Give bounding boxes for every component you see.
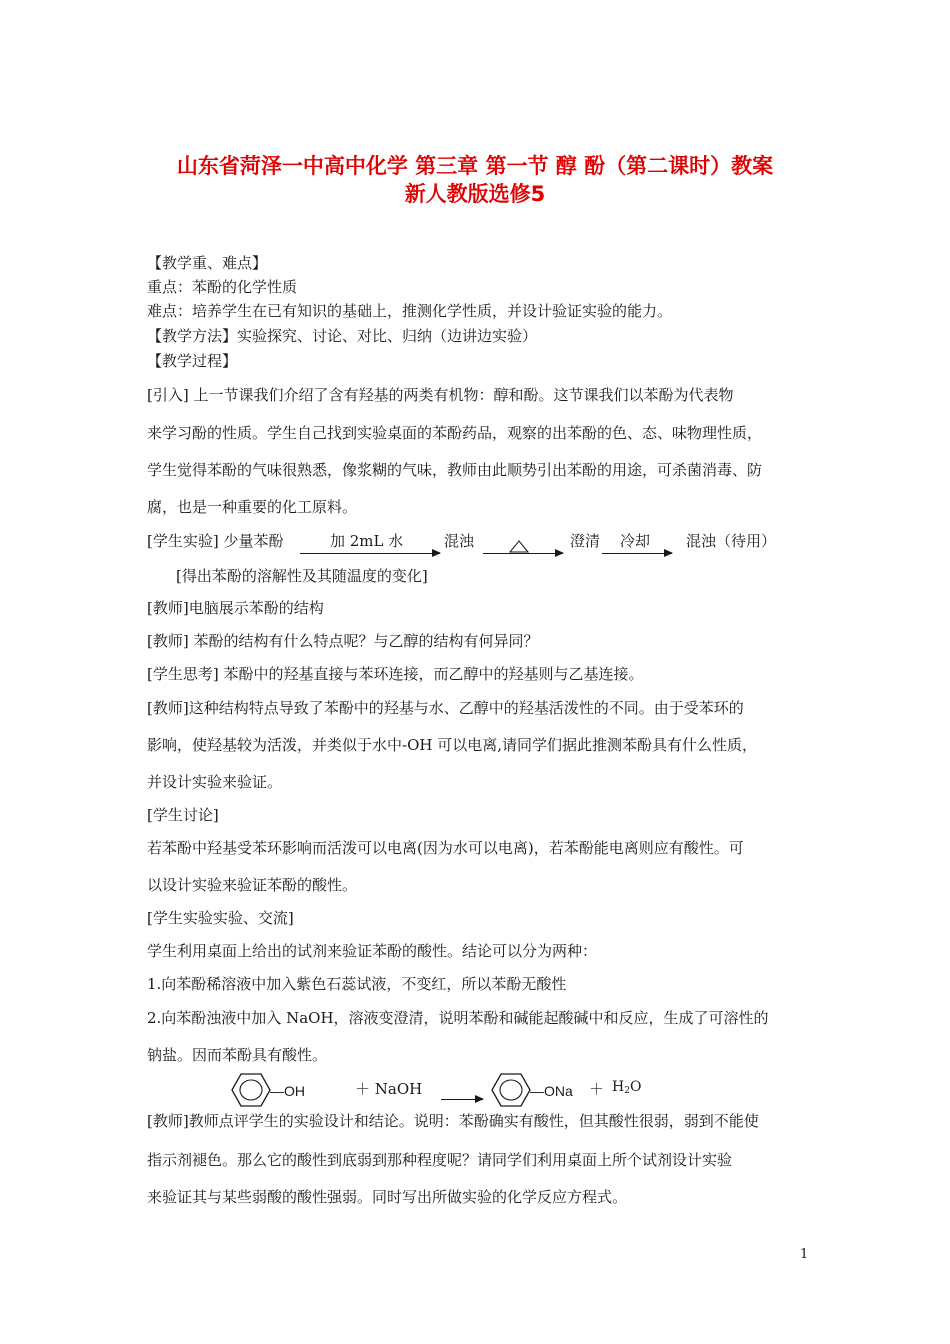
student-discussion-label: [学生讨论] [147,806,219,824]
experiment-label: [学生实验] 少量苯酚 [147,532,284,550]
water-subscript: 2 [624,1086,630,1096]
intro-paragraph-line: 腐，也是一种重要的化工原料。 [147,498,358,516]
paragraph-line: 学生利用桌面上给出的试剂来验证苯酚的酸性。结论可以分为两种： [147,942,598,960]
teacher-comment-line: [教师]教师点评学生的实验设计和结论。说明：苯酚确实有酸性，但其酸性很弱，弱到不能使 [147,1112,759,1130]
conclusion-item-1: 1.向苯酚稀溶液中加入紫色石蕊试液，不变红，所以苯酚无酸性 [147,975,567,993]
key-point: 重点：苯酚的化学性质 [147,278,298,296]
experiment-turbid-result: 混浊（待用） [686,532,777,550]
teacher-comment-line: 来验证其与某些弱酸的酸性强弱。同时写出所做实验的化学反应方程式。 [147,1188,628,1206]
experiment-turbid: 混浊 [444,532,475,550]
section-key-points: 【教学重、难点】 [147,254,268,272]
teacher-line: [教师]电脑展示苯酚的结构 [147,599,324,617]
experiment-add-water: 加 2mL 水 [330,532,404,550]
conclusion-item-2-cont: 钠盐。因而苯酚具有酸性。 [147,1046,328,1064]
conclusion-item-2: 2.向苯酚浊液中加入 NaOH，溶液变澄清，说明苯酚和碱能起酸碱中和反应，生成了可溶性的 [147,1009,769,1027]
water-o: O [629,1079,642,1095]
intro-paragraph-line: 来学习酚的性质。学生自己找到实验桌面的苯酚药品，观察的出苯酚的色、态、味物理性质， [147,424,763,442]
experiment-cool: 冷却 [620,532,651,550]
teacher-paragraph-line: 并设计实验来验证。 [147,773,283,791]
water-h: H [612,1079,625,1095]
equation-plus: ＋ [589,1080,605,1098]
sodium-phenoxide-group: —ONa [530,1083,573,1099]
experiment-clear: 澄清 [570,532,601,550]
difficult-point: 难点：培养学生在已有知识的基础上，推测化学性质，并设计验证实验的能力。 [147,302,673,320]
discussion-paragraph-line: 以设计实验来验证苯酚的酸性。 [147,876,358,894]
teacher-line: [教师] 苯酚的结构有什么特点呢？与乙醇的结构有何异同？ [147,632,539,650]
document-title-line2: 新人教版选修5 [404,182,546,206]
teacher-paragraph-line: [教师]这种结构特点导致了苯酚中的羟基与水、乙醇中的羟基活泼性的不同。由于受苯环的 [147,699,744,717]
intro-paragraph-line: [引入] 上一节课我们介绍了含有羟基的两类有机物：醇和酚。这节课我们以苯酚为代表物 [147,386,734,404]
document-title-line1: 山东省菏泽一中高中化学 第三章 第一节 醇 酚（第二课时）教案 [176,154,774,178]
water-formula [612,1079,641,1096]
teaching-method: 【教学方法】实验探究、讨论、对比、归纳（边讲边实验） [147,327,538,345]
arrow-icon [300,553,440,554]
benzene-ring-icon [491,1072,531,1108]
section-teaching-process: 【教学过程】 [147,352,238,370]
heat-triangle-icon [509,540,529,553]
discussion-paragraph-line: 若苯酚中羟基受苯环影响而活泼可以电离(因为水可以电离)，若苯酚能电离则应有酸性。可 [147,839,744,857]
student-thinking: [学生思考] 苯酚中的羟基直接与苯环连接，而乙醇中的羟基则与乙基连接。 [147,665,644,683]
arrow-icon [483,553,563,554]
experiment-conclusion: [得出苯酚的溶解性及其随温度的变化] [176,567,428,585]
intro-paragraph-line: 学生觉得苯酚的气味很熟悉，像浆糊的气味，教师由此顺势引出苯酚的用途，可杀菌消毒、防 [147,461,763,479]
arrow-icon [602,553,672,554]
hydroxyl-group: —OH [270,1083,305,1099]
teacher-paragraph-line: 影响，使羟基较为活泼，并类似于水中-OH 可以电离,请同学们据此推测苯酚具有什么性质， [147,736,757,754]
student-experiment-label: [学生实验实验、交流] [147,909,294,927]
benzene-ring-icon [231,1072,271,1108]
page-number: 1 [800,1247,809,1262]
reaction-arrow-icon [441,1099,483,1100]
teacher-comment-line: 指示剂褪色。那么它的酸性到底弱到那种程度呢？请同学们利用桌面上所个试剂设计实验 [147,1151,733,1169]
equation-plus-naoh: ＋ NaOH [355,1080,423,1098]
